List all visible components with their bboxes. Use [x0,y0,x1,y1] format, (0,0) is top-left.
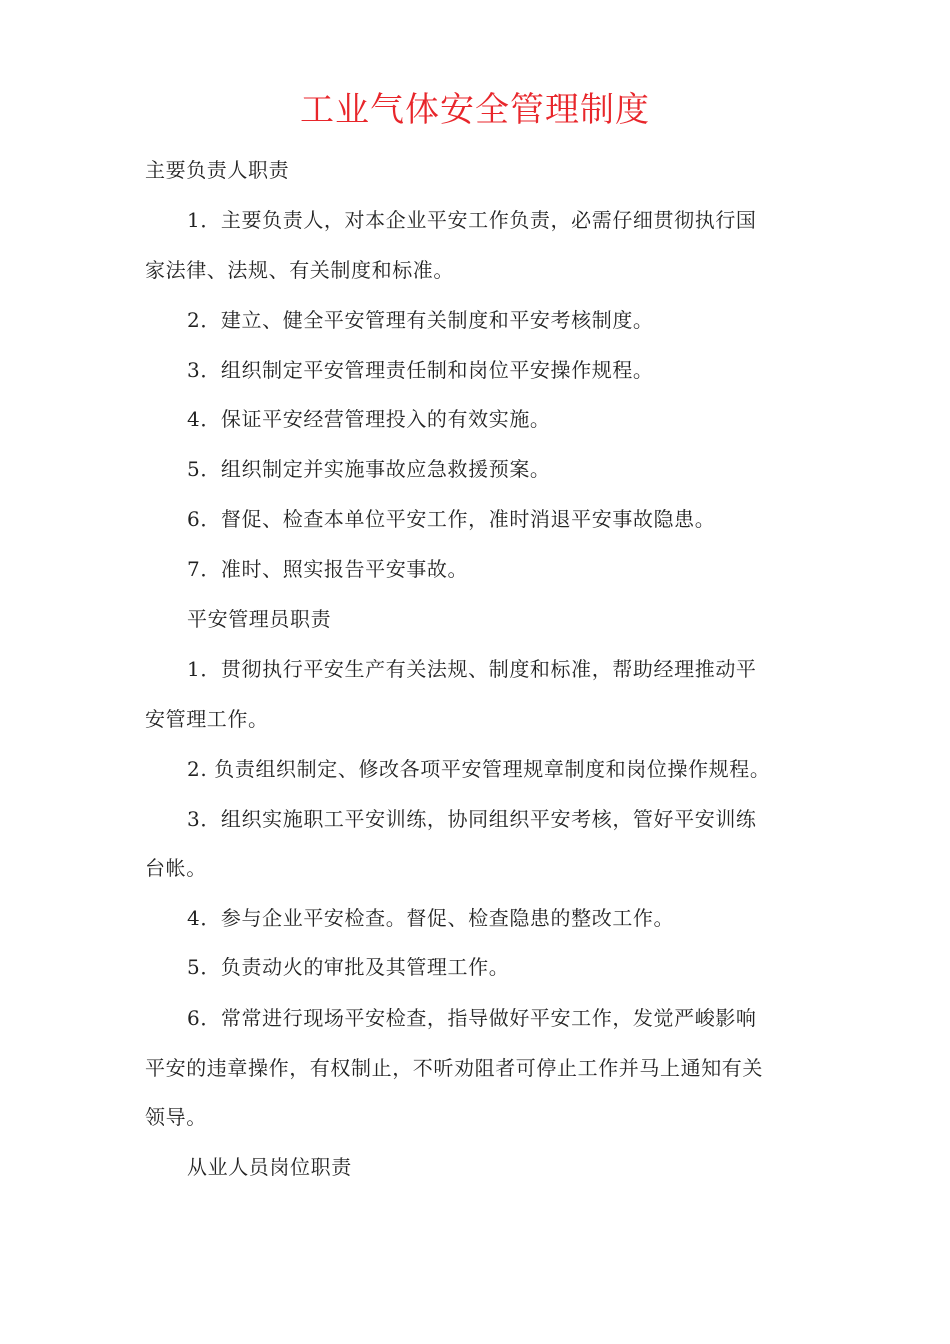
paragraph-line: 家法律、法规、有关制度和标准。 [145,258,454,282]
paragraph-line: 4．保证平安经营管理投入的有效实施。 [187,407,551,431]
paragraph-line: 7．准时、照实报告平安事故。 [187,557,469,581]
paragraph-line: 3．组织实施职工平安训练，协同组织平安考核，管好平安训练 [187,807,757,831]
section-heading-safety-officer: 平安管理员职责 [187,607,332,631]
paragraph-line: 领导。 [145,1105,207,1129]
paragraph-line: 5．负责动火的审批及其管理工作。 [187,955,510,979]
paragraph-line: 5．组织制定并实施事故应急救援预案。 [187,457,551,481]
paragraph-line: 2．建立、健全平安管理有关制度和平安考核制度。 [187,308,654,332]
document-title: 工业气体安全管理制度 [300,90,650,130]
paragraph-line: 4．参与企业平安检查。督促、检查隐患的整改工作。 [187,906,675,930]
paragraph-line: 2. 负责组织制定、修改各项平安管理规章制度和岗位操作规程。 [187,757,771,781]
paragraph-line: 台帐。 [145,856,207,880]
paragraph-line: 1．贯彻执行平安生产有关法规、制度和标准，帮助经理推动平 [187,657,757,681]
paragraph-line: 安管理工作。 [145,707,269,731]
section-heading-employees: 从业人员岗位职责 [187,1155,352,1179]
paragraph-line: 3．组织制定平安管理责任制和岗位平安操作规程。 [187,358,654,382]
paragraph-line: 6．督促、检查本单位平安工作，准时消退平安事故隐患。 [187,507,716,531]
paragraph-line: 6．常常进行现场平安检查，指导做好平安工作，发觉严峻影响 [187,1006,757,1030]
section-heading-principal: 主要负责人职责 [145,158,290,182]
paragraph-line: 平安的违章操作，有权制止，不听劝阻者可停止工作并马上通知有关 [145,1056,763,1080]
paragraph-line: 1．主要负责人，对本企业平安工作负责，必需仔细贯彻执行国 [187,208,757,232]
